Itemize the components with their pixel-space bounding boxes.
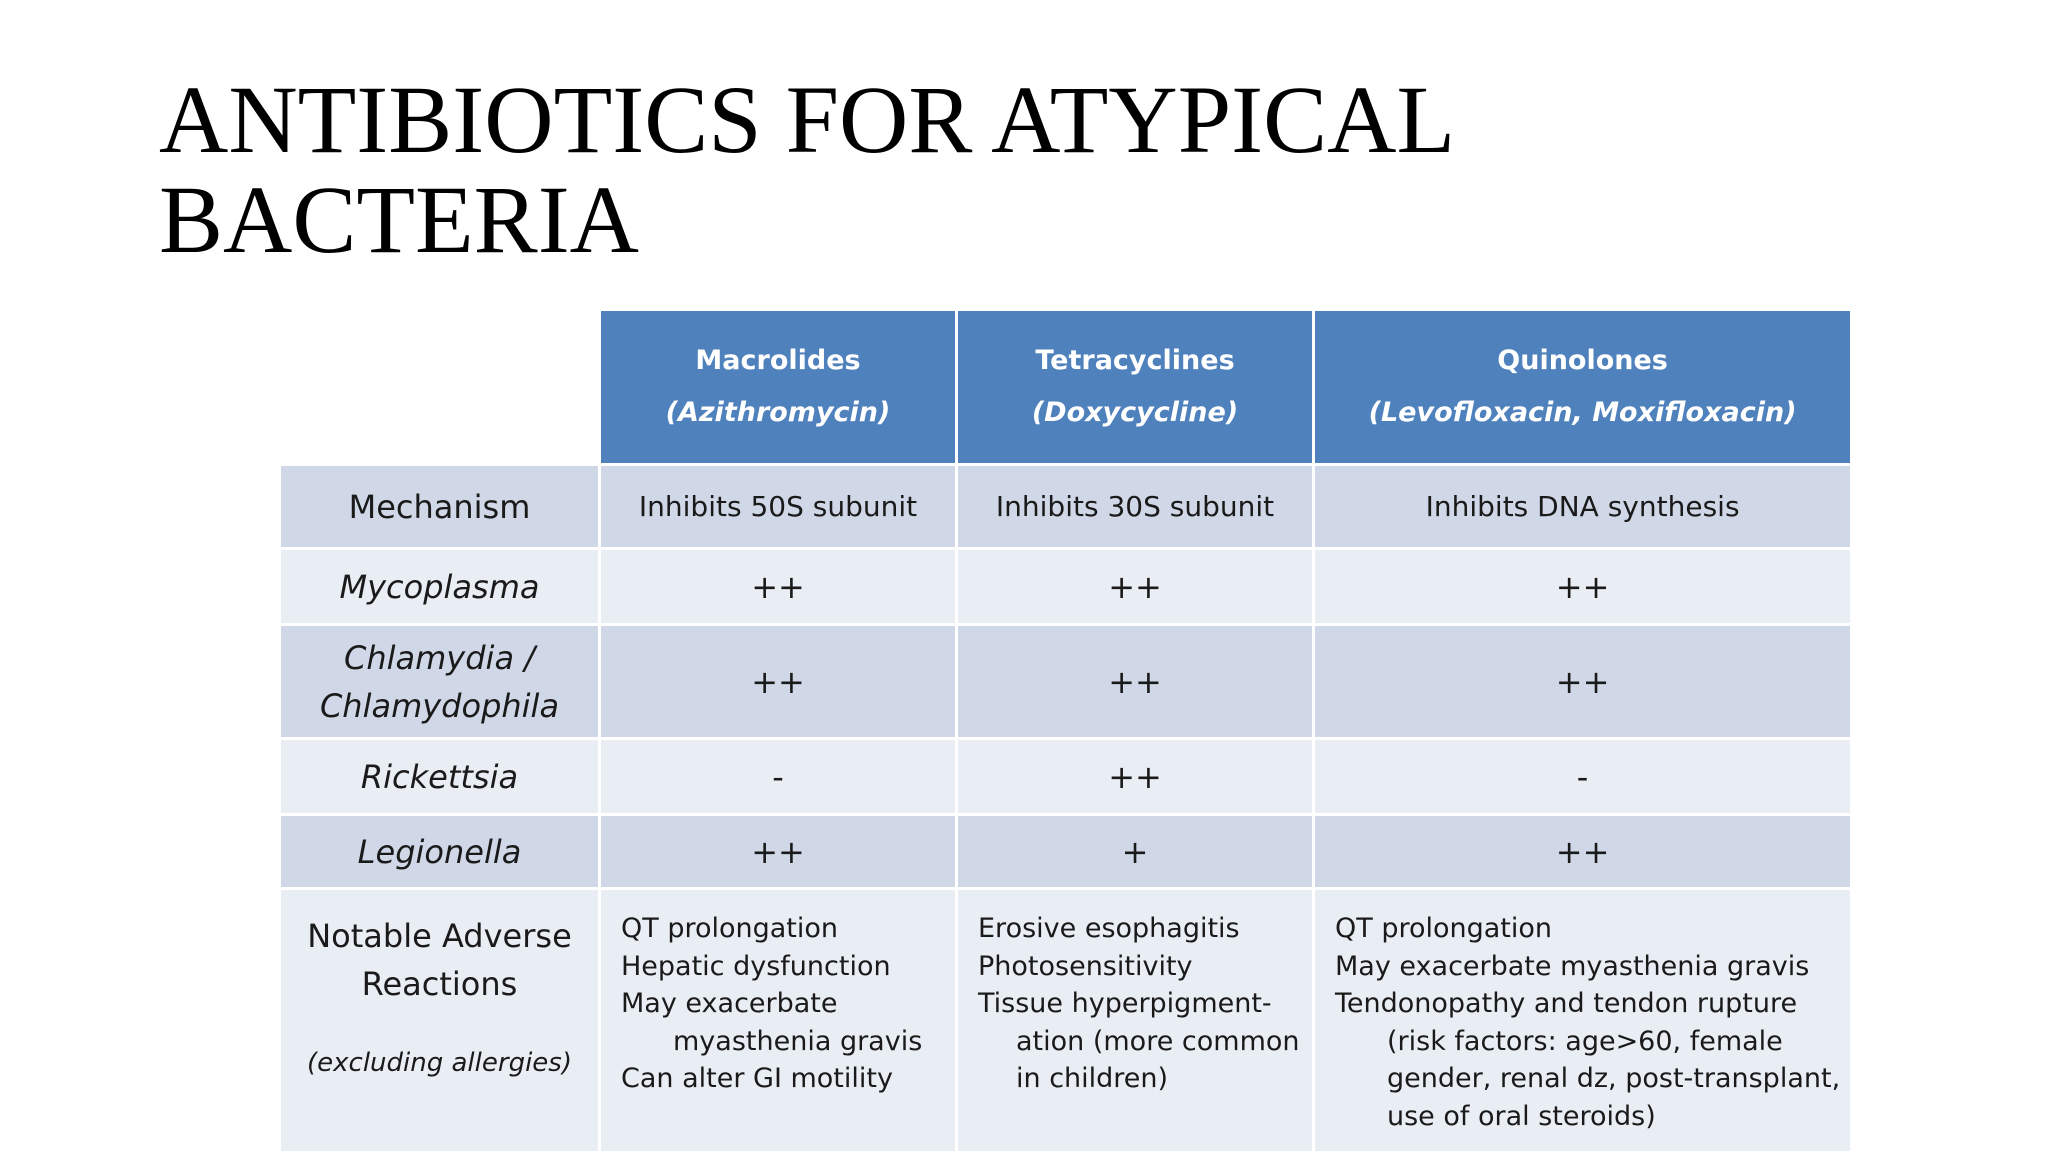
row-label-mycoplasma: Mycoplasma (280, 549, 600, 625)
table-row-mechanism (280, 465, 1852, 549)
row-label-legionella: Legionella (280, 815, 600, 889)
adverse-item: QT prolongation (621, 913, 839, 944)
row-label-rickettsia: Rickettsia (280, 739, 600, 815)
column-header-name: Quinolones (1497, 345, 1668, 376)
table-row-legionella (280, 815, 1852, 889)
adverse-item: May exacerbate myasthenia gravis (1335, 950, 1810, 982)
row-label-mechanism: Mechanism (280, 465, 600, 549)
table-cell: - (1314, 739, 1852, 815)
header-corner-cell (280, 310, 600, 465)
adverse-item: Can alter GI motility (621, 1063, 893, 1094)
table-cell: ++ (957, 549, 1314, 625)
adverse-item: gender, renal dz, post-transplant, (1387, 1063, 1841, 1094)
table-cell: ++ (600, 625, 957, 739)
row-label-line-1: Chlamydia / (344, 638, 535, 677)
table-row-mycoplasma (280, 549, 1852, 625)
slide-title-line-1: ANTIBIOTICS FOR ATYPICAL (159, 66, 1456, 173)
row-label-chlamydia (280, 625, 600, 739)
adverse-item: May exacerbate (621, 988, 838, 1019)
adverse-item: in children) (1016, 1063, 1169, 1094)
table-row-rickettsia (280, 739, 1852, 815)
antibiotics-table (278, 308, 1853, 1154)
adverse-item: Tendonopathy and tendon rupture (1335, 988, 1798, 1019)
table-cell: ++ (1314, 549, 1852, 625)
adverse-item: use of oral steroids) (1387, 1100, 1656, 1132)
column-header-tetracyclines (957, 310, 1314, 465)
row-label-line-2: Chlamydophila (319, 686, 560, 725)
adverse-item: (risk factors: age>60, female (1387, 1025, 1783, 1057)
adverse-cell-tetracyclines (957, 889, 1314, 1153)
adverse-item: QT prolongation (1335, 913, 1553, 944)
adverse-item: Photosensitivity (978, 950, 1193, 982)
table-cell: Inhibits DNA synthesis (1314, 465, 1852, 549)
adverse-item: myasthenia gravis (673, 1025, 923, 1057)
table-cell: ++ (600, 549, 957, 625)
adverse-item: Hepatic dysfunction (621, 950, 891, 982)
column-header-example: (Doxycycline) (1031, 397, 1239, 428)
table-header-row (280, 310, 1852, 465)
adverse-item: ation (more common (1016, 1025, 1300, 1057)
adverse-cell-macrolides (600, 889, 957, 1153)
column-header-example: (Levofloxacin, Moxifloxacin) (1368, 397, 1797, 428)
table-cell: ++ (957, 625, 1314, 739)
column-header-example: (Azithromycin) (665, 397, 891, 428)
row-label-adverse-reactions (280, 889, 600, 1153)
slide-title-line-2: BACTERIA (159, 166, 639, 273)
row-label-line-1: Notable Adverse (307, 917, 572, 955)
table-cell: ++ (600, 815, 957, 889)
column-header-macrolides (600, 310, 957, 465)
table-cell: + (957, 815, 1314, 889)
table-row-chlamydia (280, 625, 1852, 739)
column-header-quinolones (1314, 310, 1852, 465)
slide-title (159, 66, 1456, 273)
adverse-cell-quinolones (1314, 889, 1852, 1153)
table-row-adverse-reactions (280, 889, 1852, 1153)
column-header-name: Macrolides (695, 345, 861, 376)
adverse-item: Tissue hyperpigment- (978, 988, 1272, 1019)
table-cell: Inhibits 30S subunit (957, 465, 1314, 549)
table-cell: - (600, 739, 957, 815)
column-header-name: Tetracyclines (1035, 345, 1235, 376)
adverse-item: Erosive esophagitis (978, 913, 1240, 944)
table-cell: Inhibits 50S subunit (600, 465, 957, 549)
table-cell: ++ (957, 739, 1314, 815)
table-cell: ++ (1314, 815, 1852, 889)
row-label-line-2: Reactions (361, 965, 518, 1003)
table-cell: ++ (1314, 625, 1852, 739)
row-label-note: (excluding allergies) (307, 1048, 572, 1078)
